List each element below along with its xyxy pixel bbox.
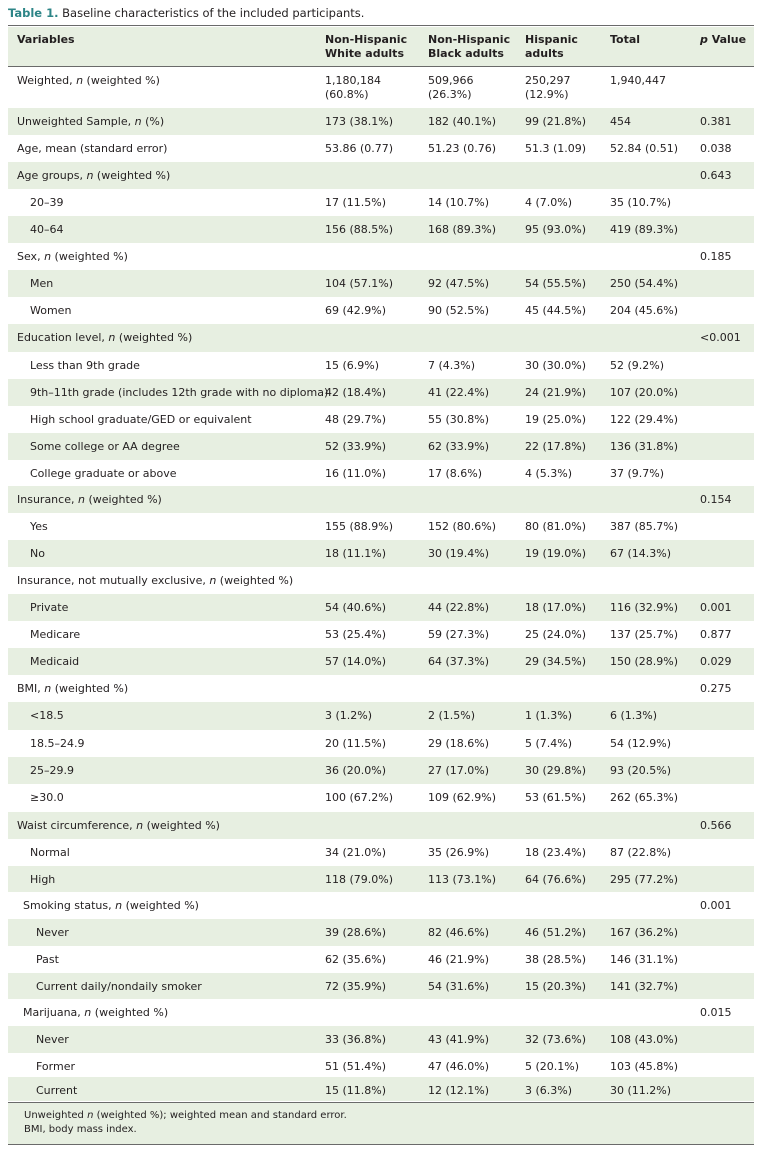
table-row	[8, 973, 754, 999]
row-label-text: Insurance,	[17, 493, 78, 506]
row-label	[36, 980, 202, 993]
cell-total: 52.84 (0.51)	[610, 142, 679, 155]
cell-black: 12 (12.1%)	[428, 1084, 490, 1097]
cell-hispanic: 1 (1.3%)	[525, 709, 573, 722]
cell-hispanic: 24 (21.9%)	[525, 386, 587, 399]
row-label-suffix: (weighted %)	[51, 682, 129, 695]
cell-hispanic: 53 (61.5%)	[525, 791, 587, 804]
cell-p-value: 0.185	[700, 250, 732, 263]
row-label-text: High	[30, 873, 56, 886]
row-label-text: Less than 9th grade	[30, 359, 140, 372]
cell-total: 35 (10.7%)	[610, 196, 672, 209]
table-row	[8, 406, 754, 433]
cell-total: 262 (65.3%)	[610, 791, 679, 804]
row-label-text: 40–64	[30, 223, 64, 236]
cell-black: 54 (31.6%)	[428, 980, 490, 993]
cell-total: 146 (31.1%)	[610, 953, 679, 966]
table-row	[8, 270, 754, 297]
cell-white: 173 (38.1%)	[325, 115, 394, 128]
cell-p-value: 0.566	[700, 819, 732, 832]
table-row	[8, 243, 754, 270]
top-rule	[8, 25, 754, 26]
table-row	[8, 162, 754, 189]
table-row	[8, 1077, 754, 1101]
cell-p-value: 0.381	[700, 115, 732, 128]
cell-white: 72 (35.9%)	[325, 980, 387, 993]
cell-total: 295 (77.2%)	[610, 873, 679, 886]
cell-white: 42 (18.4%)	[325, 386, 387, 399]
table-row	[8, 730, 754, 757]
cell-hispanic: 5 (7.4%)	[525, 737, 573, 750]
cell-black: 14 (10.7%)	[428, 196, 490, 209]
cell-total: 1,940,447	[610, 74, 666, 87]
row-label-text: 9th–11th grade (includes 12th grade with no diploma)	[30, 386, 329, 399]
row-label-italic: n	[115, 899, 123, 912]
row-label-text: Age groups,	[17, 169, 87, 182]
cell-hispanic: 3 (6.3%)	[525, 1084, 573, 1097]
cell-hispanic: 32 (73.6%)	[525, 1033, 587, 1046]
row-label-text: Some college or AA degree	[30, 440, 180, 453]
cell-white: 57 (14.0%)	[325, 655, 387, 668]
cell-black: 47 (46.0%)	[428, 1060, 490, 1073]
row-label-text: Past	[36, 953, 59, 966]
cell-black: 30 (19.4%)	[428, 547, 490, 560]
cell-black: 2 (1.5%)	[428, 709, 476, 722]
row-label-text: Medicare	[30, 628, 81, 641]
cell-white: 18 (11.1%)	[325, 547, 387, 560]
table-row	[8, 784, 754, 812]
footnote-1-post: (weighted %); weighted mean and standard error.	[93, 1110, 347, 1121]
row-label-suffix: (%)	[141, 115, 165, 128]
cell-white: 53 (25.4%)	[325, 628, 387, 641]
row-label	[30, 709, 64, 722]
cell-hispanic: 18 (17.0%)	[525, 601, 587, 614]
cell-hispanic: 51.3 (1.09)	[525, 142, 587, 155]
cell-white: 1,180,184	[325, 74, 381, 87]
cell-total: 6 (1.3%)	[610, 709, 658, 722]
row-label	[30, 304, 71, 317]
row-label-italic: n	[136, 819, 144, 832]
cell-white: 53.86 (0.77)	[325, 142, 394, 155]
row-label-text: Never	[36, 926, 69, 939]
cell-black: 168 (89.3%)	[428, 223, 497, 236]
cell-total: 204 (45.6%)	[610, 304, 679, 317]
table-caption	[8, 6, 364, 20]
row-label-italic: n	[108, 331, 116, 344]
cell-hispanic: 4 (7.0%)	[525, 196, 573, 209]
cell-total: 67 (14.3%)	[610, 547, 672, 560]
row-label-suffix: (weighted %)	[143, 819, 220, 832]
table-row	[8, 297, 754, 324]
cell-white: (60.8%)	[325, 88, 369, 101]
cell-p-value: 0.877	[700, 628, 732, 641]
cell-hispanic: 19 (19.0%)	[525, 547, 587, 560]
row-label-suffix: (weighted %)	[122, 899, 199, 912]
cell-black: 59 (27.3%)	[428, 628, 490, 641]
cell-white: 52 (33.9%)	[325, 440, 387, 453]
cell-p-value: <0.001	[700, 331, 741, 344]
header-p-value	[700, 33, 746, 47]
row-label-text: Smoking status,	[23, 899, 116, 912]
table-row	[8, 567, 754, 594]
cell-hispanic: 95 (93.0%)	[525, 223, 587, 236]
row-label-suffix: (weighted %)	[83, 74, 160, 87]
cell-white: 104 (57.1%)	[325, 277, 394, 290]
row-label-italic: n	[44, 250, 52, 263]
row-label-italic: n	[77, 493, 85, 506]
row-label-italic: n	[76, 74, 84, 87]
row-label-text: Normal	[30, 846, 70, 859]
row-label	[30, 737, 84, 750]
table-row	[8, 216, 754, 243]
cell-total: 387 (85.7%)	[610, 520, 679, 533]
row-label-italic: n	[44, 682, 52, 695]
cell-hispanic: 30 (30.0%)	[525, 359, 587, 372]
cell-black: 62 (33.9%)	[428, 440, 490, 453]
row-label	[30, 196, 64, 209]
table-row	[8, 1026, 754, 1053]
header-p-italic: p	[700, 33, 708, 46]
table-row	[8, 352, 754, 379]
table-number: Table 1.	[8, 6, 59, 20]
table-row	[8, 839, 754, 866]
cell-hispanic: 5 (20.1%)	[525, 1060, 580, 1073]
cell-white: 20 (11.5%)	[325, 737, 387, 750]
cell-black: 109 (62.9%)	[428, 791, 497, 804]
cell-total: 54 (12.9%)	[610, 737, 672, 750]
footnote-1-italic: n	[87, 1110, 94, 1121]
cell-black: 92 (47.5%)	[428, 277, 490, 290]
row-label-text: Never	[36, 1033, 69, 1046]
header-hispanic-line1: Hispanic	[525, 33, 578, 46]
cell-black: 90 (52.5%)	[428, 304, 490, 317]
row-label	[30, 223, 64, 236]
table-body	[8, 67, 754, 1101]
table-row	[8, 379, 754, 406]
table-row	[8, 757, 754, 784]
header-white-line2: White adults	[325, 47, 404, 60]
row-label-italic: n	[209, 574, 217, 587]
cell-white: 69 (42.9%)	[325, 304, 387, 317]
cell-total: 108 (43.0%)	[610, 1033, 679, 1046]
cell-hispanic: 80 (81.0%)	[525, 520, 587, 533]
row-label-suffix: (weighted %)	[51, 250, 128, 263]
cell-p-value: 0.029	[700, 655, 732, 668]
cell-black: 55 (30.8%)	[428, 413, 490, 426]
row-label	[30, 440, 180, 453]
cell-hispanic: 25 (24.0%)	[525, 628, 587, 641]
cell-white: 15 (6.9%)	[325, 359, 380, 372]
cell-black: 7 (4.3%)	[428, 359, 476, 372]
row-label-italic: n	[134, 115, 142, 128]
cell-white: 156 (88.5%)	[325, 223, 394, 236]
cell-hispanic: 4 (5.3%)	[525, 467, 573, 480]
cell-total: 136 (31.8%)	[610, 440, 679, 453]
header-hispanic-adults	[525, 33, 578, 61]
cell-total: 87 (22.8%)	[610, 846, 672, 859]
cell-white: 51 (51.4%)	[325, 1060, 387, 1073]
cell-black: 182 (40.1%)	[428, 115, 497, 128]
cell-white: 54 (40.6%)	[325, 601, 387, 614]
table-row	[8, 675, 754, 702]
cell-hispanic: 30 (29.8%)	[525, 764, 587, 777]
cell-hispanic: 99 (21.8%)	[525, 115, 587, 128]
cell-hispanic: 22 (17.8%)	[525, 440, 587, 453]
row-label	[36, 953, 59, 966]
table-row	[8, 621, 754, 648]
footnote-1	[24, 1109, 347, 1122]
row-label	[17, 250, 128, 263]
table-title: Baseline characteristics of the included participants.	[62, 6, 365, 20]
row-label-text: College graduate or above	[30, 467, 177, 480]
cell-black: 41 (22.4%)	[428, 386, 490, 399]
row-label-text: Education level,	[17, 331, 109, 344]
row-label-text: Men	[30, 277, 54, 290]
row-label	[30, 764, 74, 777]
cell-total: 250 (54.4%)	[610, 277, 679, 290]
cell-hispanic: 45 (44.5%)	[525, 304, 587, 317]
cell-white: 16 (11.0%)	[325, 467, 387, 480]
table-row	[8, 513, 754, 540]
row-label	[30, 520, 48, 533]
table-row	[8, 812, 754, 839]
row-label-suffix: (weighted %)	[115, 331, 193, 344]
cell-black: 17 (8.6%)	[428, 467, 483, 480]
table-row	[8, 702, 754, 730]
row-label-text: ≥30.0	[30, 791, 64, 804]
row-label-text: Private	[30, 601, 69, 614]
cell-white: 155 (88.9%)	[325, 520, 394, 533]
row-label-text: No	[30, 547, 45, 560]
row-label-text: 20–39	[30, 196, 64, 209]
header-p-rest: Value	[707, 33, 747, 46]
row-label-text: Current	[36, 1084, 78, 1097]
row-label-italic: n	[84, 1006, 92, 1019]
row-label-text: Medicaid	[30, 655, 80, 668]
cell-white: 34 (21.0%)	[325, 846, 387, 859]
row-label	[30, 547, 45, 560]
table-footnotes	[8, 1103, 754, 1144]
table-row	[8, 108, 754, 135]
row-label-text: Former	[36, 1060, 75, 1073]
header-white-line1: Non-Hispanic	[325, 33, 408, 46]
cell-white: 100 (67.2%)	[325, 791, 394, 804]
cell-p-value: 0.275	[700, 682, 732, 695]
row-label	[30, 467, 177, 480]
table-row	[8, 135, 754, 162]
cell-p-value: 0.038	[700, 142, 732, 155]
row-label	[17, 74, 160, 87]
cell-total: 122 (29.4%)	[610, 413, 679, 426]
cell-total: 141 (32.7%)	[610, 980, 679, 993]
table-row	[8, 919, 754, 946]
footnote-2: BMI, body mass index.	[24, 1124, 137, 1135]
cell-white: 62 (35.6%)	[325, 953, 387, 966]
row-label	[17, 493, 162, 506]
cell-black: 46 (21.9%)	[428, 953, 490, 966]
table-row	[8, 946, 754, 973]
row-label-italic: n	[86, 169, 94, 182]
cell-black: 35 (26.9%)	[428, 846, 490, 859]
header-black-adults	[428, 33, 510, 61]
cell-hispanic: 15 (20.3%)	[525, 980, 587, 993]
row-label-text: Women	[30, 304, 72, 317]
table-row	[8, 189, 754, 216]
table-row	[8, 1053, 754, 1077]
row-label	[30, 873, 55, 886]
row-label	[17, 574, 293, 587]
cell-black: 44 (22.8%)	[428, 601, 490, 614]
row-label	[30, 386, 328, 399]
row-label-text: Yes	[30, 520, 48, 533]
cell-black: 43 (41.9%)	[428, 1033, 490, 1046]
row-label	[36, 926, 69, 939]
row-label-text: Marijuana,	[23, 1006, 85, 1019]
row-label-suffix: (weighted %)	[91, 1006, 169, 1019]
row-label	[30, 359, 140, 372]
cell-total: 454	[610, 115, 631, 128]
row-label-text: Waist circumference,	[17, 819, 137, 832]
table-row	[8, 324, 754, 352]
cell-white: 36 (20.0%)	[325, 764, 387, 777]
row-label-text: Current daily/nondaily smoker	[36, 980, 202, 993]
header-variables: Variables	[17, 33, 75, 46]
cell-black: (26.3%)	[428, 88, 472, 101]
footnote-1-pre: Unweighted	[24, 1110, 88, 1121]
row-label	[17, 142, 167, 155]
row-label-suffix: (weighted %)	[93, 169, 171, 182]
table-row	[8, 892, 754, 919]
row-label	[17, 169, 170, 182]
table-row	[8, 594, 754, 621]
table-row	[8, 67, 754, 108]
table-row	[8, 460, 754, 486]
row-label-text: Unweighted Sample,	[17, 115, 135, 128]
cell-p-value: 0.001	[700, 899, 732, 912]
row-label	[30, 277, 53, 290]
cell-hispanic: 250,297	[525, 74, 571, 87]
cell-white: 118 (79.0%)	[325, 873, 394, 886]
row-label	[30, 413, 252, 426]
row-label	[23, 899, 199, 912]
cell-hispanic: 38 (28.5%)	[525, 953, 587, 966]
cell-black: 82 (46.6%)	[428, 926, 490, 939]
cell-p-value: 0.154	[700, 493, 732, 506]
row-label	[17, 819, 220, 832]
header-black-line2: Black adults	[428, 47, 504, 60]
row-label	[17, 115, 164, 128]
cell-total: 116 (32.9%)	[610, 601, 679, 614]
cell-total: 52 (9.2%)	[610, 359, 665, 372]
cell-total: 150 (28.9%)	[610, 655, 679, 668]
cell-black: 27 (17.0%)	[428, 764, 490, 777]
row-label	[36, 1060, 75, 1073]
row-label-text: High school graduate/GED or equivalent	[30, 413, 252, 426]
cell-black: 113 (73.1%)	[428, 873, 497, 886]
cell-black: 51.23 (0.76)	[428, 142, 497, 155]
cell-black: 29 (18.6%)	[428, 737, 490, 750]
cell-p-value: 0.015	[700, 1006, 732, 1019]
row-label	[30, 791, 64, 804]
table-row	[8, 999, 754, 1026]
row-label	[17, 331, 192, 344]
row-label	[30, 601, 68, 614]
row-label-suffix: (weighted %)	[84, 493, 162, 506]
header-white-adults	[325, 33, 407, 61]
cell-total: 103 (45.8%)	[610, 1060, 679, 1073]
cell-total: 107 (20.0%)	[610, 386, 679, 399]
table-row	[8, 433, 754, 460]
cell-hispanic: 54 (55.5%)	[525, 277, 587, 290]
bottom-rule	[8, 1144, 754, 1145]
cell-p-value: 0.643	[700, 169, 732, 182]
header-total: Total	[610, 33, 641, 46]
row-label	[36, 1084, 77, 1097]
table-row	[8, 648, 754, 675]
cell-white: 33 (36.8%)	[325, 1033, 387, 1046]
row-label-text: 18.5–24.9	[30, 737, 85, 750]
cell-hispanic: 64 (76.6%)	[525, 873, 587, 886]
cell-total: 419 (89.3%)	[610, 223, 679, 236]
cell-total: 137 (25.7%)	[610, 628, 679, 641]
cell-black: 509,966	[428, 74, 474, 87]
header-black-line1: Non-Hispanic	[428, 33, 511, 46]
row-label-text: Sex,	[17, 250, 45, 263]
row-label	[30, 628, 80, 641]
row-label-text: <18.5	[30, 709, 64, 722]
cell-hispanic: (12.9%)	[525, 88, 569, 101]
table-row	[8, 866, 754, 892]
cell-total: 167 (36.2%)	[610, 926, 679, 939]
cell-white: 15 (11.8%)	[325, 1084, 387, 1097]
cell-black: 64 (37.3%)	[428, 655, 490, 668]
row-label-text: 25–29.9	[30, 764, 74, 777]
row-label	[36, 1033, 69, 1046]
cell-white: 48 (29.7%)	[325, 413, 387, 426]
cell-hispanic: 19 (25.0%)	[525, 413, 587, 426]
cell-p-value: 0.001	[700, 601, 732, 614]
cell-black: 152 (80.6%)	[428, 520, 497, 533]
cell-white: 17 (11.5%)	[325, 196, 387, 209]
table-row	[8, 486, 754, 513]
cell-white: 3 (1.2%)	[325, 709, 373, 722]
cell-total: 93 (20.5%)	[610, 764, 672, 777]
header-hispanic-line2: adults	[525, 47, 564, 60]
row-label-text: Weighted,	[17, 74, 77, 87]
cell-white: 39 (28.6%)	[325, 926, 387, 939]
row-label	[17, 682, 128, 695]
row-label-text: BMI,	[17, 682, 45, 695]
cell-hispanic: 29 (34.5%)	[525, 655, 587, 668]
row-label	[30, 655, 79, 668]
row-label-text: Insurance, not mutually exclusive,	[17, 574, 210, 587]
row-label-text: Age, mean (standard error)	[17, 142, 168, 155]
row-label	[30, 846, 70, 859]
cell-total: 30 (11.2%)	[610, 1084, 672, 1097]
cell-total: 37 (9.7%)	[610, 467, 665, 480]
row-label-suffix: (weighted %)	[216, 574, 294, 587]
cell-hispanic: 18 (23.4%)	[525, 846, 587, 859]
table-row	[8, 540, 754, 567]
row-label	[23, 1006, 168, 1019]
cell-hispanic: 46 (51.2%)	[525, 926, 587, 939]
